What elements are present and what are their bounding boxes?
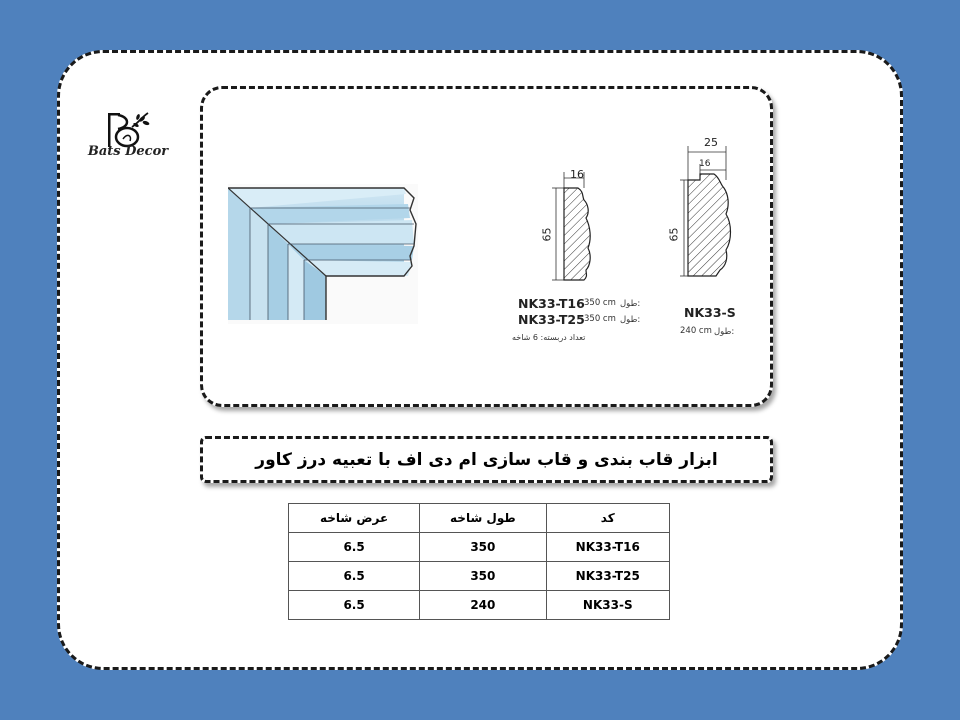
header-length: طول شاخه (420, 504, 546, 533)
length-label-s: طول: (714, 327, 735, 337)
table-header-row (289, 504, 670, 533)
length-label-t16: طول: (620, 299, 641, 309)
cell-length: 350 (420, 533, 546, 562)
cell-code: NK33-T16 (546, 533, 669, 562)
cell-width: 6.5 (289, 562, 420, 591)
spec-table (288, 503, 670, 620)
cell-width: 6.5 (289, 533, 420, 562)
cell-width: 6.5 (289, 591, 420, 620)
length-label-t25: طول: (620, 315, 641, 325)
pack-note: تعداد دربسته: 6 شاخه (512, 333, 586, 342)
header-width: عرض شاخه (289, 504, 420, 533)
page-title: ابزار قاب بندی و قاب سازی ام دی اف با تعبیه درز کاور (255, 449, 718, 470)
profile-drawing-s (676, 140, 756, 290)
cell-code: NK33-T25 (546, 562, 669, 591)
code-t16: NK33-T16 (518, 296, 585, 311)
brand-name: Bats Decor (87, 144, 169, 159)
dim-65-a: 65 (540, 227, 554, 242)
code-s: NK33-S (684, 305, 736, 320)
dim-16-b: 16 (699, 159, 711, 169)
cell-length: 350 (420, 562, 546, 591)
length-s: 240 cm (680, 326, 712, 336)
title-box (200, 436, 773, 483)
table-row (289, 533, 670, 562)
cell-code: NK33-S (546, 591, 669, 620)
dim-16-a: 16 (570, 168, 584, 181)
dim-25: 25 (704, 136, 718, 149)
header-code: کد (546, 504, 669, 533)
length-t25: 350 cm (584, 314, 616, 324)
code-t25: NK33-T25 (518, 312, 585, 327)
moulding-corner-illustration (228, 184, 418, 324)
table-row (289, 591, 670, 620)
dim-65-b: 65 (667, 227, 681, 242)
table-row (289, 562, 670, 591)
length-t16: 350 cm (584, 298, 616, 308)
cell-length: 240 (420, 591, 546, 620)
